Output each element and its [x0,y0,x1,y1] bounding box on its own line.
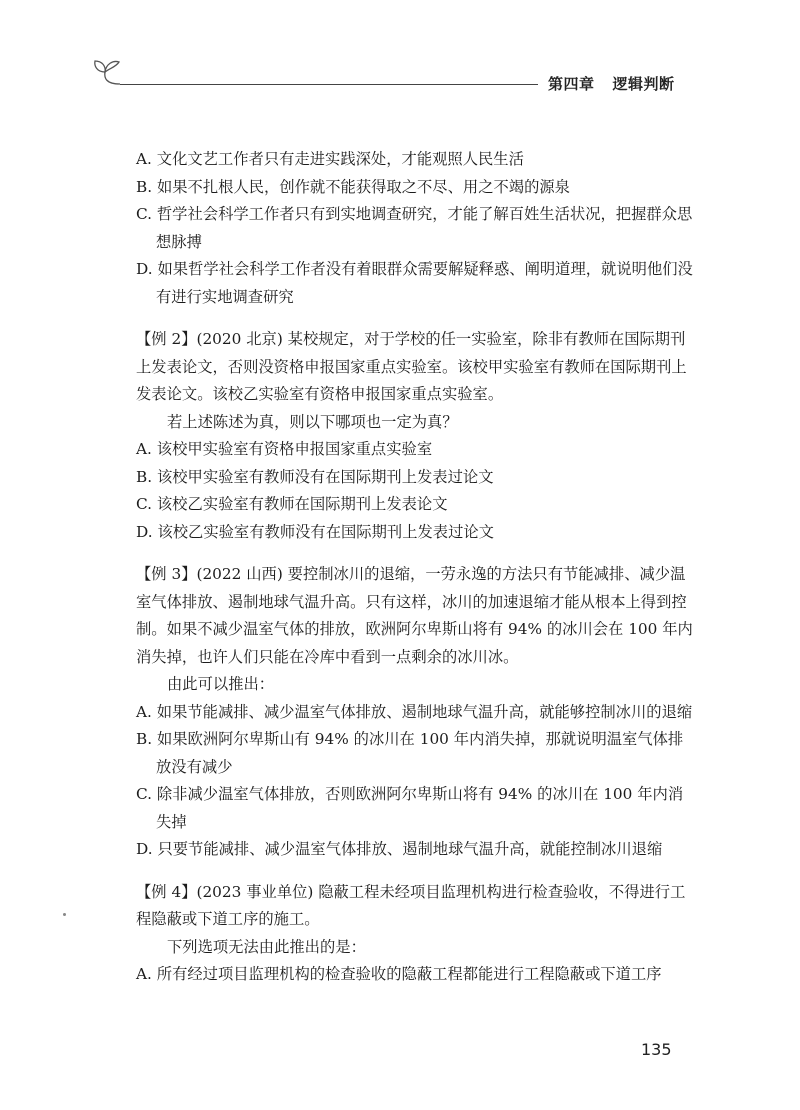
example-2 [136,326,696,546]
option-b: B. 如果不扎根人民，创作就不能获得取之不尽、用之不竭的源泉 [136,177,570,196]
scan-speck [63,913,66,916]
example-question: 若上述陈述为真，则以下哪项也一定为真？ [167,412,458,431]
option-c: C. 除非减少温室气体排放，否则欧洲阿尔卑斯山将有 94% 的冰川在 100 年内消失掉 [136,785,684,831]
option-b: B. 如果欧洲阿尔卑斯山有 94% 的冰川在 100 年内消失掉，那就说明温室气体排放没有减少 [136,730,684,776]
chapter-name: 逻辑判断 [612,75,675,93]
option-a: A. 该校甲实验室有资格申报国家重点实验室 [136,440,433,458]
example-stem: 【例 4】(2023 事业单位) 隐蔽工程未经项目监理机构进行检查验收，不得进行工程隐蔽或下道工序的施工。 [136,882,686,928]
option-c: C. 该校乙实验室有教师在国际期刊上发表论文 [136,495,448,513]
top-options [136,146,696,311]
option-a: A. 所有经过项目监理机构的检查验收的隐蔽工程都能进行工程隐蔽或下道工序 [136,965,662,983]
option-a: A. 如果节能减排、减少温室气体排放、遏制地球气温升高，就能够控制冰川的退缩 [136,702,693,721]
example-stem: 【例 2】(2020 北京) 某校规定，对于学校的任一实验室，除非有教师在国际期刊上发表论文，否则没资格申报国家重点实验室。该校甲实验室有教师在国际期刊上发表论文。该校乙实验室有资格申报国家重点实验室。 [136,330,687,403]
chapter-title [548,73,675,94]
chapter-number: 第四章 [548,75,595,93]
option-d: D. 只要节能减排、减少温室气体排放、遏制地球气温升高，就能控制冰川退缩 [136,840,663,858]
option-a: A. 文化文艺工作者只有走进实践深处，才能观照人民生活 [136,150,524,168]
sprout-icon [92,56,126,86]
page-number: 135 [641,1040,672,1059]
option-d: D. 该校乙实验室有教师没有在国际期刊上发表过论文 [136,522,494,541]
header-rule [120,84,538,85]
option-b: B. 该校甲实验室有教师没有在国际期刊上发表过论文 [136,467,494,486]
option-c: C. 哲学社会科学工作者只有到实地调查研究，才能了解百姓生活状况，把握群众思想脉搏 [136,205,693,251]
option-d: D. 如果哲学社会科学工作者没有着眼群众需要解疑释惑、阐明道理，就说明他们没有进行实地调查研究 [136,260,693,306]
example-3 [136,561,696,864]
example-question: 下列选项无法由此推出的是： [167,937,366,956]
page-content [136,146,696,989]
example-stem: 【例 3】(2022 山西) 要控制冰川的退缩，一劳永逸的方法只有节能减排、减少温室气体排放、遏制地球气温升高。只有这样，冰川的加速退缩才能从根本上得到控制。如果不减少温室气体的排放，欧洲阿尔卑斯山将有 94% 的冰川会在 100 年内消失掉，也许人们只能在冷库中看到一点剩余的冰川冰。 [136,565,693,666]
example-question: 由此可以推出： [167,675,275,693]
example-4 [136,879,696,989]
